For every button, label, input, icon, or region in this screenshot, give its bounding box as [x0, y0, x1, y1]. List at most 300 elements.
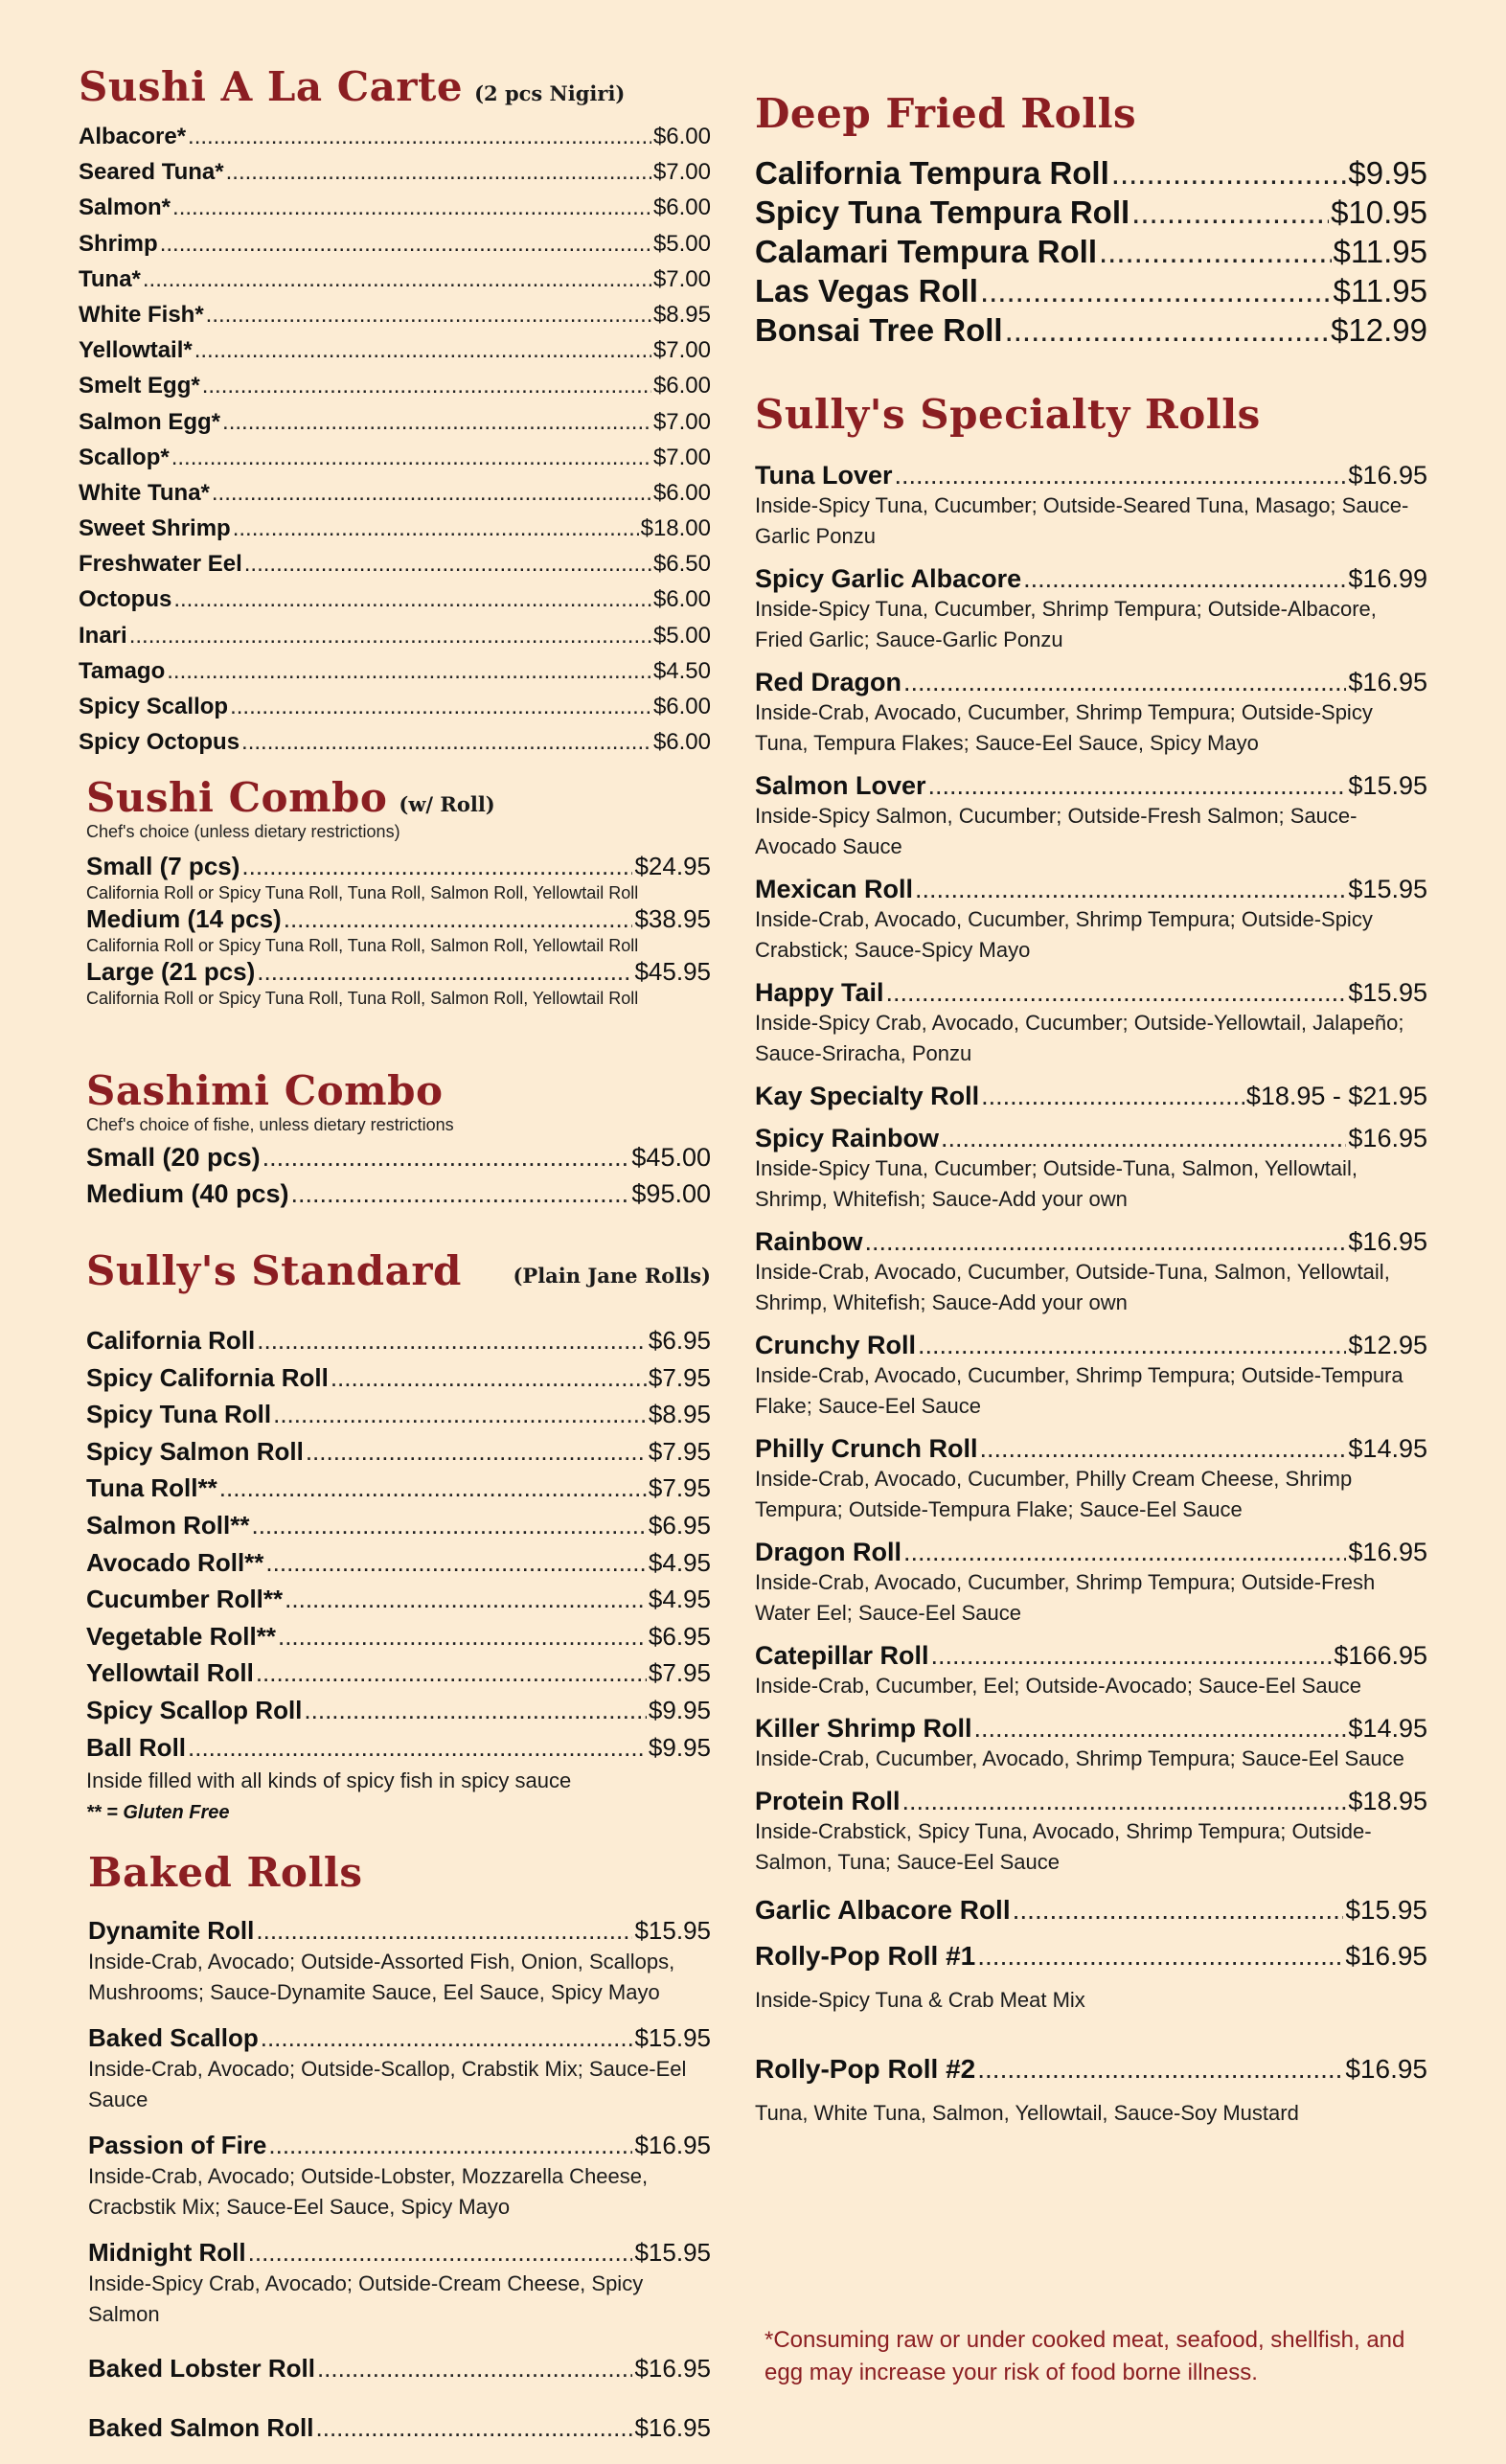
menu-item-row — [86, 1139, 711, 1175]
menu-item — [755, 667, 1427, 759]
item-name: Yellowtail Roll — [86, 1658, 254, 1688]
menu-item-row — [88, 2236, 711, 2269]
item-name: Killer Shrimp Roll — [755, 1714, 972, 1743]
section-title-text: Sully's Standard — [86, 1247, 462, 1294]
menu-item — [86, 1322, 711, 1359]
item-description: Inside-Spicy Crab, Avocado; Outside-Cream Cheese, Spicy Salmon — [88, 2271, 644, 2326]
dot-leader — [285, 1581, 647, 1618]
menu-item — [79, 440, 711, 475]
item-price: $18.95 - $21.95 — [1245, 1082, 1427, 1110]
menu-item-row — [755, 1889, 1427, 1931]
menu-item-row — [79, 226, 711, 262]
item-price: $14.95 — [1348, 1714, 1427, 1743]
item-price: $12.99 — [1331, 312, 1427, 348]
menu-item — [86, 1692, 711, 1729]
dot-leader — [304, 1692, 647, 1729]
item-name: Crunchy Roll — [755, 1331, 917, 1359]
item-price: $16.95 — [1348, 668, 1427, 696]
item-name: Dragon Roll — [755, 1538, 901, 1566]
menu-item — [79, 119, 711, 154]
menu-item-row — [79, 262, 711, 297]
item-price: $7.00 — [652, 444, 711, 470]
section-title-text: Sushi Combo — [86, 774, 388, 821]
menu-item-row — [86, 1359, 711, 1397]
item-price: $6.95 — [648, 1621, 711, 1651]
item-description: Inside-Spicy Tuna, Cucumber; Outside-Tuna, Salmon, Yellowtail, Shrimp, Whitefish; Sauce-Add your own — [755, 1156, 1358, 1211]
item-price: $16.95 — [1345, 2054, 1427, 2084]
item-price: $4.95 — [648, 1585, 711, 1614]
menu-item-row — [755, 1713, 1427, 1744]
item-price: $8.95 — [648, 1400, 711, 1429]
menu-item-row — [755, 977, 1427, 1008]
menu-item — [79, 368, 711, 403]
menu-item — [86, 1175, 711, 1212]
item-name: Mexican Roll — [755, 875, 914, 903]
item-name: Tamago — [79, 657, 166, 684]
menu-item — [755, 232, 1427, 271]
item-description: Inside-Crab, Avocado; Outside-Lobster, Mozzarella Cheese, Cracbstik Mix; Sauce-Eel Sauce, Spicy Mayo — [88, 2164, 649, 2219]
dot-leader — [129, 618, 651, 653]
item-price: $11.95 — [1333, 273, 1427, 308]
menu-item — [79, 262, 711, 297]
item-name: Seared Tuna* — [79, 159, 224, 186]
menu-item — [88, 2345, 711, 2391]
menu-item — [86, 1396, 711, 1433]
item-name: Medium (40 pcs) — [86, 1179, 289, 1208]
item-price: $6.00 — [652, 729, 711, 756]
dot-leader — [172, 190, 651, 225]
item-price: $15.95 — [1348, 875, 1427, 903]
menu-item-row — [86, 1729, 711, 1767]
menu-item-row — [755, 667, 1427, 697]
menu-item-row — [755, 1081, 1427, 1111]
menu-item-row — [79, 618, 711, 653]
menu-item — [755, 1889, 1427, 1931]
menu-item-row — [86, 1396, 711, 1433]
menu-item — [79, 226, 711, 262]
dot-leader — [251, 1507, 646, 1544]
menu-item-row — [79, 332, 711, 368]
menu-item — [88, 2405, 711, 2451]
item-name: Bonsai Tree Roll — [755, 312, 1003, 348]
menu-list — [86, 1322, 711, 1766]
dot-leader — [219, 1470, 647, 1507]
item-price: $7.00 — [652, 159, 711, 186]
dot-leader — [306, 1433, 647, 1471]
dot-leader — [974, 1713, 1347, 1744]
menu-list-extra — [88, 2345, 711, 2451]
item-price: $15.95 — [1348, 771, 1427, 800]
dot-leader — [244, 546, 651, 582]
menu-item-row — [86, 1433, 711, 1471]
item-price: $15.95 — [634, 2023, 711, 2052]
menu-item-row — [755, 460, 1427, 491]
item-name: Spicy Garlic Albacore — [755, 564, 1022, 593]
item-price: $9.95 — [648, 1732, 711, 1762]
item-name: Tuna Lover — [755, 461, 893, 490]
item-name: Freshwater Eel — [79, 551, 242, 578]
section-deep-fried-rolls — [755, 90, 1427, 350]
dot-leader — [233, 511, 639, 546]
menu-item-row — [86, 1581, 711, 1618]
item-description: Inside-Spicy Salmon, Cucumber; Outside-Fresh Salmon; Sauce-Avocado Sauce — [755, 804, 1358, 858]
item-description: Tuna, White Tuna, Salmon, Yellowtail, Sauce-Soy Mustard — [755, 2101, 1299, 2125]
section-baked-rolls — [88, 1849, 711, 2464]
item-price: $5.00 — [652, 622, 711, 649]
menu-item — [755, 1935, 1427, 2016]
dot-leader — [265, 1544, 647, 1582]
section-sushi-a-la-carte — [79, 63, 711, 760]
menu-item-row — [79, 582, 711, 617]
item-name: Rolly-Pop Roll #1 — [755, 1941, 976, 1971]
menu-item-row — [86, 1618, 711, 1655]
item-price: $7.00 — [652, 408, 711, 435]
menu-item-row — [86, 1544, 711, 1582]
dot-leader — [230, 689, 651, 724]
item-price: $14.95 — [1348, 1434, 1427, 1463]
item-price: $16.95 — [634, 2413, 711, 2442]
item-price: $16.95 — [634, 2131, 711, 2159]
section-title: Sashimi Combo — [86, 1067, 444, 1114]
menu-item-row — [755, 1433, 1427, 1464]
item-name: Ball Roll — [86, 1732, 187, 1762]
item-price: $16.99 — [1348, 564, 1427, 593]
dot-leader — [1005, 310, 1329, 350]
item-name: White Tuna* — [79, 479, 210, 506]
gluten-free-note: ** = Gluten Free — [86, 1802, 230, 1824]
item-description: Inside-Crab, Avocado; Outside-Assorted Fish, Onion, Scallops, Mushrooms; Sauce-Dynamite Sauce, Eel Sauce, Spicy Mayo — [88, 1950, 675, 2004]
menu-item-row — [86, 1692, 711, 1729]
item-price: $6.00 — [652, 194, 711, 221]
menu-item-row — [88, 2021, 711, 2054]
item-price: $6.00 — [652, 694, 711, 719]
menu-item — [88, 2129, 711, 2223]
item-name: Cucumber Roll** — [86, 1585, 284, 1614]
dot-leader — [1013, 1889, 1344, 1931]
menu-item-row — [86, 1322, 711, 1359]
menu-item-row — [86, 1470, 711, 1507]
item-name: Baked Lobster Roll — [88, 2354, 315, 2383]
item-name: Philly Crunch Roll — [755, 1434, 978, 1463]
item-name: Yellowtail* — [79, 337, 193, 364]
item-description: Inside-Crab, Cucumber, Eel; Outside-Avocado; Sauce-Eel Sauce — [755, 1674, 1362, 1698]
menu-item-row — [88, 2345, 711, 2391]
dot-leader — [980, 271, 1332, 310]
menu-item — [755, 770, 1427, 862]
item-name: Spicy Tuna Tempura Roll — [755, 194, 1130, 230]
dot-leader — [980, 1433, 1347, 1464]
menu-item — [755, 563, 1427, 655]
dot-leader — [941, 1123, 1346, 1153]
dot-leader — [273, 1396, 647, 1433]
dot-leader — [977, 1935, 1343, 1977]
dot-leader — [1099, 232, 1332, 271]
menu-item-row — [755, 2048, 1427, 2090]
section-title-text: Sushi A La Carte — [79, 63, 464, 110]
item-name: Salmon Roll** — [86, 1510, 250, 1540]
menu-item — [79, 582, 711, 617]
item-price: $10.95 — [1331, 194, 1427, 230]
menu-item — [755, 1226, 1427, 1318]
dot-leader — [1111, 153, 1347, 193]
menu-item-row — [79, 154, 711, 190]
dot-leader — [222, 404, 651, 440]
menu-item — [86, 1507, 711, 1544]
menu-item — [755, 1123, 1427, 1215]
item-name: Scallop* — [79, 444, 170, 470]
item-description: Inside-Spicy Tuna & Crab Meat Mix — [755, 1988, 1085, 2012]
menu-item-row — [79, 368, 711, 403]
menu-item — [755, 1640, 1427, 1701]
menu-item — [79, 190, 711, 225]
dot-leader — [317, 2345, 633, 2391]
item-price: $7.95 — [648, 1658, 711, 1688]
item-name: Vegetable Roll** — [86, 1621, 276, 1651]
item-price: $45.95 — [634, 957, 711, 986]
menu-item — [79, 475, 711, 511]
dot-leader — [895, 460, 1347, 491]
item-price: $9.95 — [648, 1695, 711, 1724]
item-price: $7.95 — [648, 1436, 711, 1466]
item-description: Inside-Crab, Avocado, Cucumber, Shrimp Tempura; Outside-Tempura Flake; Sauce-Eel Sauce — [755, 1363, 1403, 1418]
menu-item — [755, 1713, 1427, 1774]
item-name: Small (7 pcs) — [86, 852, 240, 880]
menu-item-row — [755, 770, 1427, 801]
menu-item-row — [86, 1175, 711, 1212]
menu-item-row — [79, 653, 711, 689]
section-subtitle: (w/ Roll) — [399, 792, 495, 816]
menu-item-row — [88, 2405, 711, 2451]
menu-item — [755, 2048, 1427, 2129]
menu-item-row — [755, 1123, 1427, 1153]
item-description: Inside-Crab, Avocado, Cucumber, Shrimp Tempura; Outside-Fresh Water Eel; Sauce-Eel Sauce — [755, 1570, 1376, 1625]
dot-leader — [194, 332, 651, 368]
section-specialty-rolls — [755, 391, 1427, 2161]
menu-item — [79, 511, 711, 546]
dot-leader — [212, 475, 651, 511]
menu-item — [86, 1729, 711, 1767]
menu-item — [86, 1139, 711, 1175]
item-description: Inside-Spicy Crab, Avocado, Cucumber; Outside-Yellowtail, Jalapeño; Sauce-Sriracha, Ponzu — [755, 1011, 1404, 1065]
menu-item — [79, 724, 711, 760]
menu-item — [88, 1914, 711, 2008]
menu-item — [79, 653, 711, 689]
menu-item-row — [79, 297, 711, 332]
item-description: California Roll or Spicy Tuna Roll, Tuna Roll, Salmon Roll, Yellowtail Roll — [86, 989, 639, 1008]
menu-item — [79, 154, 711, 190]
menu-item — [86, 1433, 711, 1471]
section-title — [86, 1247, 711, 1294]
dot-leader — [257, 1322, 647, 1359]
item-price: $24.95 — [634, 852, 711, 880]
item-price: $7.95 — [648, 1473, 711, 1503]
item-name: Calamari Tempura Roll — [755, 234, 1097, 269]
item-name: Tuna Roll** — [86, 1473, 217, 1503]
dot-leader — [262, 1139, 630, 1175]
item-name: Rolly-Pop Roll #2 — [755, 2054, 976, 2084]
menu-item — [86, 852, 711, 904]
dot-leader — [173, 582, 651, 617]
item-price: $38.95 — [634, 904, 711, 933]
dot-leader — [268, 2129, 632, 2161]
item-price: $6.00 — [652, 586, 711, 613]
menu-item-row — [86, 852, 711, 881]
menu-item — [88, 2236, 711, 2330]
menu-item — [86, 1654, 711, 1692]
dot-leader — [278, 1618, 647, 1655]
menu-item-row — [755, 193, 1427, 232]
item-price: $5.00 — [652, 230, 711, 257]
menu-item — [755, 460, 1427, 552]
item-description: California Roll or Spicy Tuna Roll, Tuna Roll, Salmon Roll, Yellowtail Roll — [86, 936, 639, 955]
item-price: $7.00 — [652, 337, 711, 364]
dot-leader — [1131, 193, 1329, 232]
dot-leader — [248, 2236, 633, 2269]
section-sullys-standard — [86, 1247, 711, 1824]
dot-leader — [167, 653, 651, 689]
dot-leader — [886, 977, 1347, 1008]
item-name: Garlic Albacore Roll — [755, 1895, 1011, 1925]
item-price: $18.95 — [1348, 1787, 1427, 1815]
section-title: Deep Fried Rolls — [755, 90, 1137, 137]
menu-item — [755, 977, 1427, 1069]
menu-list — [86, 852, 711, 1010]
menu-item — [79, 404, 711, 440]
dot-leader — [316, 2405, 633, 2451]
dot-leader — [226, 154, 651, 190]
item-name: Inari — [79, 622, 127, 649]
item-name: Baked Scallop — [88, 2023, 259, 2052]
dot-leader — [865, 1226, 1347, 1257]
item-name: Spicy Octopus — [79, 729, 240, 756]
item-price: $15.95 — [634, 2238, 711, 2267]
item-price: $7.95 — [648, 1362, 711, 1392]
item-price: $166.95 — [1334, 1641, 1427, 1670]
menu-item-row — [79, 511, 711, 546]
item-description: Inside-Crab, Avocado; Outside-Scallop, Crabstik Mix; Sauce-Eel Sauce — [88, 2057, 687, 2111]
dot-leader — [931, 1640, 1333, 1671]
item-name: Protein Roll — [755, 1787, 901, 1815]
item-description: Inside-Crabstick, Spicy Tuna, Avocado, Shrimp Tempura; Outside-Salmon, Tuna; Sauce-Eel Sauce — [755, 1819, 1372, 1874]
menu-item-row — [79, 546, 711, 582]
menu-item-row — [755, 1537, 1427, 1567]
menu-item — [79, 689, 711, 724]
item-name: Sweet Shrimp — [79, 515, 231, 542]
dot-leader — [284, 904, 633, 934]
section-title: Sully's Specialty Rolls — [755, 391, 1261, 438]
menu-item — [86, 1544, 711, 1582]
section-title — [79, 63, 711, 110]
menu-item — [755, 1081, 1427, 1111]
item-price: $6.00 — [652, 373, 711, 399]
item-description: Inside-Crab, Avocado, Cucumber, Shrimp Tempura; Outside-Spicy Tuna, Tempura Flakes; Sauce-Eel Sauce, Spicy Mayo — [755, 700, 1373, 755]
menu-item — [755, 271, 1427, 310]
item-price: $16.95 — [1348, 461, 1427, 490]
item-name: Smelt Egg* — [79, 373, 200, 399]
item-name: Happy Tail — [755, 978, 884, 1007]
item-description: Inside-Crab, Avocado, Cucumber, Outside-Tuna, Salmon, Yellowtail, Shrimp, Whitefish; Sauce-Add your own — [755, 1260, 1390, 1314]
item-price: $7.00 — [652, 265, 711, 292]
item-name: California Tempura Roll — [755, 155, 1109, 191]
menu-list — [755, 153, 1427, 350]
item-price: $8.95 — [652, 301, 711, 328]
section-subtitle: (Plain Jane Rolls) — [513, 1264, 711, 1288]
menu-item-row — [79, 689, 711, 724]
menu-item-row — [79, 440, 711, 475]
menu-item-row — [755, 1786, 1427, 1816]
item-name: Red Dragon — [755, 668, 902, 696]
menu-list — [79, 119, 711, 760]
dot-leader — [331, 1359, 647, 1397]
dot-leader — [918, 1330, 1346, 1360]
item-name: Spicy Rainbow — [755, 1124, 940, 1152]
menu-item — [755, 193, 1427, 232]
menu-item-row — [86, 904, 711, 934]
dot-leader — [171, 440, 651, 475]
menu-item — [755, 153, 1427, 193]
menu-item — [755, 1433, 1427, 1525]
menu-item — [755, 1330, 1427, 1422]
item-description: Inside-Crab, Avocado, Cucumber, Philly Cream Cheese, Shrimp Tempura; Outside-Tempura Flake; Sauce-Eel Sauce — [755, 1467, 1353, 1521]
dot-leader — [261, 2021, 633, 2054]
item-price: $16.95 — [1348, 1538, 1427, 1566]
menu-item-row — [79, 475, 711, 511]
item-price: $6.00 — [652, 479, 711, 506]
menu-item — [79, 618, 711, 653]
dot-leader — [977, 2048, 1343, 2090]
menu-list-extra — [755, 1889, 1427, 2129]
dot-leader — [188, 119, 651, 154]
menu-item — [79, 332, 711, 368]
item-description: Inside-Crab, Avocado, Cucumber, Shrimp Tempura; Outside-Spicy Crabstick; Sauce-Spicy Mayo — [755, 907, 1373, 962]
dot-leader — [202, 368, 651, 403]
dot-leader — [1023, 563, 1346, 594]
item-price: $12.95 — [1348, 1331, 1427, 1359]
menu-item — [86, 1470, 711, 1507]
menu-item-row — [88, 2129, 711, 2161]
item-price: $45.00 — [631, 1143, 711, 1172]
item-name: Kay Specialty Roll — [755, 1082, 980, 1110]
item-price: $15.95 — [1345, 1895, 1427, 1925]
item-name: Spicy California Roll — [86, 1362, 329, 1392]
dot-leader — [257, 957, 632, 987]
menu-list — [86, 1139, 711, 1212]
menu-item-row — [755, 1226, 1427, 1257]
item-name: Salmon* — [79, 194, 171, 221]
dot-leader — [206, 297, 651, 332]
menu-item — [86, 1359, 711, 1397]
menu-item — [79, 297, 711, 332]
item-name: Spicy Scallop — [79, 694, 229, 719]
item-name: Rainbow — [755, 1227, 863, 1256]
menu-item-row — [755, 232, 1427, 271]
menu-item — [755, 310, 1427, 350]
item-price: $18.00 — [640, 515, 711, 542]
menu-list — [755, 460, 1427, 1878]
item-price: $4.95 — [648, 1547, 711, 1577]
menu-item — [86, 957, 711, 1010]
menu-item — [755, 1537, 1427, 1629]
menu-item-row — [86, 1654, 711, 1692]
menu-item-row — [755, 1640, 1427, 1671]
section-sushi-combo — [86, 774, 711, 1010]
food-safety-disclaimer: *Consuming raw or under cooked meat, seafood, shellfish, and egg may increase your risk of food borne illness. — [764, 2327, 1405, 2385]
dot-leader — [241, 852, 632, 881]
item-name: White Fish* — [79, 301, 204, 328]
item-price: $15.95 — [1348, 978, 1427, 1007]
item-description: Inside-Spicy Tuna, Cucumber, Shrimp Tempura; Outside-Albacore, Fried Garlic; Sauce-Garlic Ponzu — [755, 597, 1377, 651]
section-subtitle: (2 pcs Nigiri) — [474, 81, 626, 105]
